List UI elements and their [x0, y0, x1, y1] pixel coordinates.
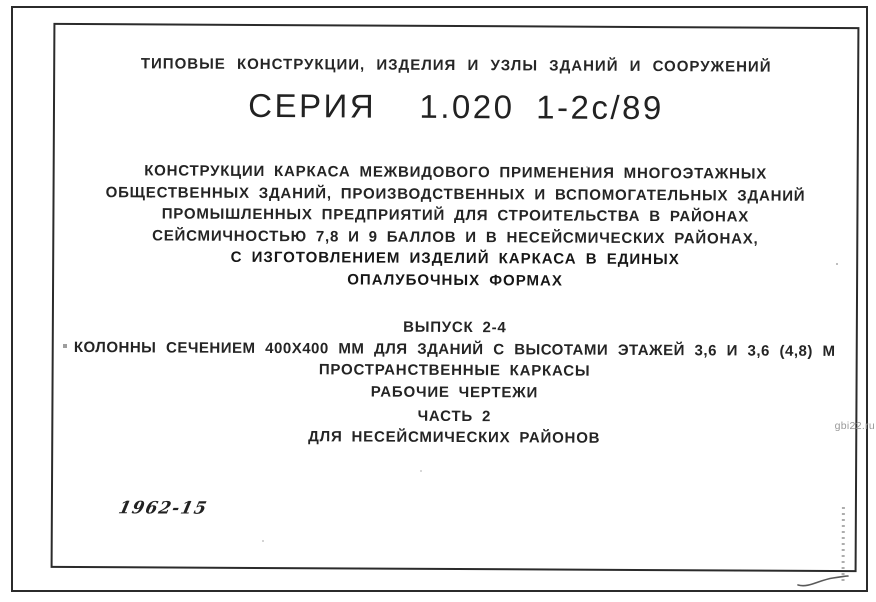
document-classification-line: ТИПОВЫЕ КОНСТРУКЦИИ, ИЗДЕЛИЯ И УЗЛЫ ЗДАНИЙ И СООРУЖЕНИЙ	[140, 55, 772, 76]
series-title: СЕРИЯ 1.020 1-2с/89	[248, 86, 664, 127]
part-line: ДЛЯ НЕСЕЙСМИЧЕСКИХ РАЙОНОВ	[308, 428, 601, 447]
issue-block	[53, 315, 855, 405]
part-block	[53, 404, 855, 450]
description-block	[54, 160, 857, 293]
description-line: С ИЗГОТОВЛЕНИЕМ ИЗДЕЛИЙ КАРКАСА В ЕДИНЫХ	[230, 248, 680, 269]
watermark: gbi22.ru	[834, 420, 875, 432]
description-line: КОНСТРУКЦИИ КАРКАСА МЕЖВИДОВОГО ПРИМЕНЕНИЯ МНОГОЭТАЖНЫХ	[144, 162, 768, 183]
description-line: ПРОМЫШЛЕННЫХ ПРЕДПРИЯТИЙ ДЛЯ СТРОИТЕЛЬСТВА В РАЙОНАХ	[161, 205, 750, 226]
description-line: ОБЩЕСТВЕННЫХ ЗДАНИЙ, ПРОИЗВОДСТВЕННЫХ И ВСПОМОГАТЕЛЬНЫХ ЗДАНИЙ	[105, 183, 806, 205]
part-title: ЧАСТЬ 2	[417, 407, 492, 426]
issue-title: ВЫПУСК 2-4	[403, 318, 507, 337]
description-line: ОПАЛУБОЧНЫХ ФОРМАХ	[347, 270, 563, 290]
inner-border	[51, 23, 860, 572]
description-line: СЕЙСМИЧНОСТЬЮ 7,8 И 9 БАЛЛОВ И В НЕСЕЙСМИЧЕСКИХ РАЙОНАХ,	[152, 226, 759, 248]
issue-line: ПРОСТРАНСТВЕННЫЕ КАРКАСЫ	[318, 361, 591, 380]
pen-mark	[795, 572, 851, 590]
issue-line: КОЛОННЫ СЕЧЕНИЕМ 400Х400 ММ ДЛЯ ЗДАНИЙ С ВЫСОТАМИ ЭТАЖЕЙ 3,6 И 3,6 (4,8) М	[73, 338, 836, 360]
issue-line: РАБОЧИЕ ЧЕРТЕЖИ	[370, 383, 539, 401]
scan-noise	[0, 0, 2, 2]
handwritten-inventory-number: 1962-15	[116, 498, 210, 519]
